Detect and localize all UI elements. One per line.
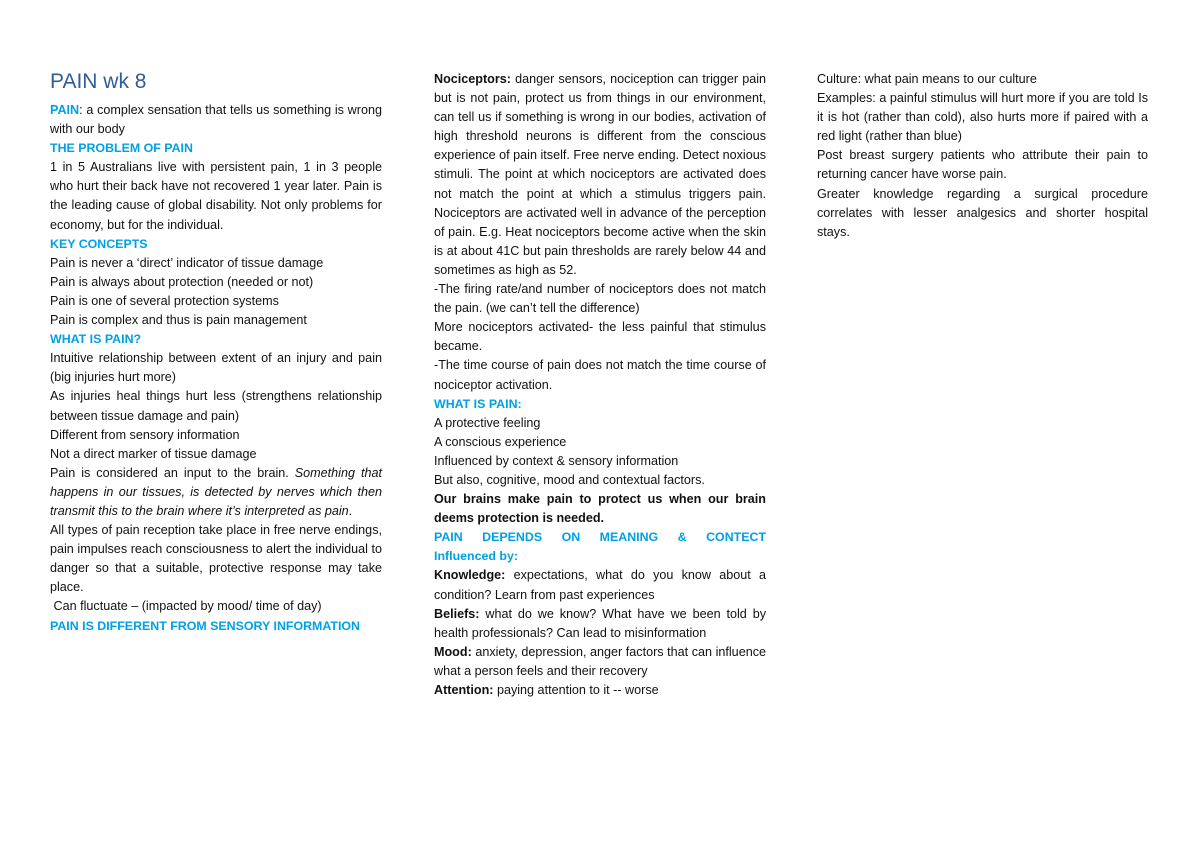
what-item: A conscious experience xyxy=(434,434,567,449)
intro-paragraph xyxy=(50,101,382,139)
column-middle xyxy=(434,70,766,700)
attention-paragraph xyxy=(434,681,766,700)
examples-text: a painful stimulus will hurt more if you are told Is it is hot (rather than cold), also hurts more if paired with a red light (rather than blue) xyxy=(817,91,1148,144)
culture-paragraph xyxy=(817,70,1148,89)
knowledge-label: Knowledge: xyxy=(434,568,506,583)
examples-label: Examples: xyxy=(817,91,876,106)
what-is-pain-heading: WHAT IS PAIN? xyxy=(50,332,142,347)
culture-label: Culture: xyxy=(817,72,862,86)
fluctuate-paragraph: Can fluctuate – (impacted by mood/ time of day) xyxy=(50,599,322,614)
examples-paragraph xyxy=(817,89,1148,146)
what-item: A protective feeling xyxy=(434,415,541,430)
what-item: Different from sensory information xyxy=(50,427,240,442)
input-paragraph xyxy=(50,464,382,521)
knowledge-text: expectations, what do you know about a condition? Learn from past experiences xyxy=(434,568,766,602)
what-is-pain-heading-2: WHAT IS PAIN: xyxy=(434,396,522,411)
brains-paragraph: Our brains make pain to protect us when our brain deems protection is needed. xyxy=(434,492,766,526)
column-right xyxy=(817,70,1148,242)
what-item: Not a direct marker of tissue damage xyxy=(50,446,257,461)
mood-paragraph xyxy=(434,643,766,681)
column-left xyxy=(50,69,382,636)
depends-heading: PAIN DEPENDS ON MEANING & CONTECT xyxy=(434,530,766,545)
different-heading: PAIN IS DIFFERENT FROM SENSORY INFORMATION xyxy=(50,618,360,633)
post-surgery-paragraph: Post breast surgery patients who attribute their pain to returning cancer have worse pain. xyxy=(817,148,1148,182)
culture-text: what pain means to our culture xyxy=(861,72,1037,86)
problem-paragraph: 1 in 5 Australians live with persistent pain, 1 in 3 people who hurt their back have not recovered 1 year later. Pain is the leading cause of global disability. Not only problems for economy, but for the individual. xyxy=(50,160,382,232)
nociceptors-label: Nociceptors: xyxy=(434,72,511,86)
key-item: Pain is never a ‘direct’ indicator of tissue damage xyxy=(50,255,324,270)
input-italic: Something that happens in our tissues, is detected by nerves which then transmit this to the brain where it’s interpreted as pain xyxy=(50,465,382,518)
key-item: Pain is always about protection (needed or not) xyxy=(50,274,314,289)
beliefs-text: what do we know? What have we been told by health professionals? Can lead to misinformation xyxy=(434,606,766,640)
what-item: Influenced by context & sensory information xyxy=(434,453,679,468)
more-paragraph: More nociceptors activated- the less painful that stimulus became. xyxy=(434,320,766,354)
intro-text: : a complex sensation that tells us something is wrong with our body xyxy=(50,103,382,137)
attention-label: Attention: xyxy=(434,683,494,697)
mood-label: Mood: xyxy=(434,644,472,659)
receptors-paragraph: All types of pain reception take place in free nerve endings, pain impulses reach consciousness to alert the individual to danger so that a suitable, protective response may take place. xyxy=(50,523,382,595)
input-plain: Pain is considered an input to the brain. xyxy=(50,465,295,480)
firing-paragraph: -The firing rate/and number of nociceptors does not match the pain. (we can’t tell the difference) xyxy=(434,282,766,316)
beliefs-label: Beliefs: xyxy=(434,606,480,621)
greater-knowledge-paragraph: Greater knowledge regarding a surgical procedure correlates with lesser analgesics and shorter hospital stays. xyxy=(817,186,1148,239)
influenced-heading: Influenced by: xyxy=(434,549,518,564)
time-paragraph: -The time course of pain does not match the time course of nociceptor activation. xyxy=(434,358,766,392)
what-item: As injuries heal things hurt less (strengthens relationship between tissue damage and pain) xyxy=(50,389,382,423)
input-end: . xyxy=(348,503,353,518)
mood-text: anxiety, depression, anger factors that can influence what a person feels and their recovery xyxy=(434,644,766,678)
attention-text: paying attention to it -- worse xyxy=(493,683,659,697)
key-item: Pain is one of several protection systems xyxy=(50,293,279,308)
problem-heading: THE PROBLEM OF PAIN xyxy=(50,141,193,156)
what-item: But also, cognitive, mood and contextual factors. xyxy=(434,472,705,487)
intro-label: PAIN xyxy=(50,103,80,117)
knowledge-paragraph xyxy=(434,566,766,604)
what-item: Intuitive relationship between extent of an injury and pain (big injuries hurt more) xyxy=(50,351,382,385)
key-item: Pain is complex and thus is pain management xyxy=(50,313,307,328)
nociceptors-text: danger sensors, nociception can trigger pain but is not pain, protect us from things in our environment, can tell us if something is wrong in our bodies, activation of high threshold neurons is different from the conscious experience of pain itself. Free nerve ending. Detect noxious stimuli. The point at which nociceptors are activated does not match the point at which a stimulus triggers pain. Nociceptors are activated well in advance of the perception of pain. E.g. Heat nociceptors become active when the skin is at about 41C but pain thresholds are rarely below 44 and sometimes as high as 52. xyxy=(434,72,766,277)
page-title: PAIN wk 8 xyxy=(50,70,147,93)
key-concepts-heading: KEY CONCEPTS xyxy=(50,236,148,251)
beliefs-paragraph xyxy=(434,605,766,643)
nociceptors-paragraph xyxy=(434,70,766,280)
